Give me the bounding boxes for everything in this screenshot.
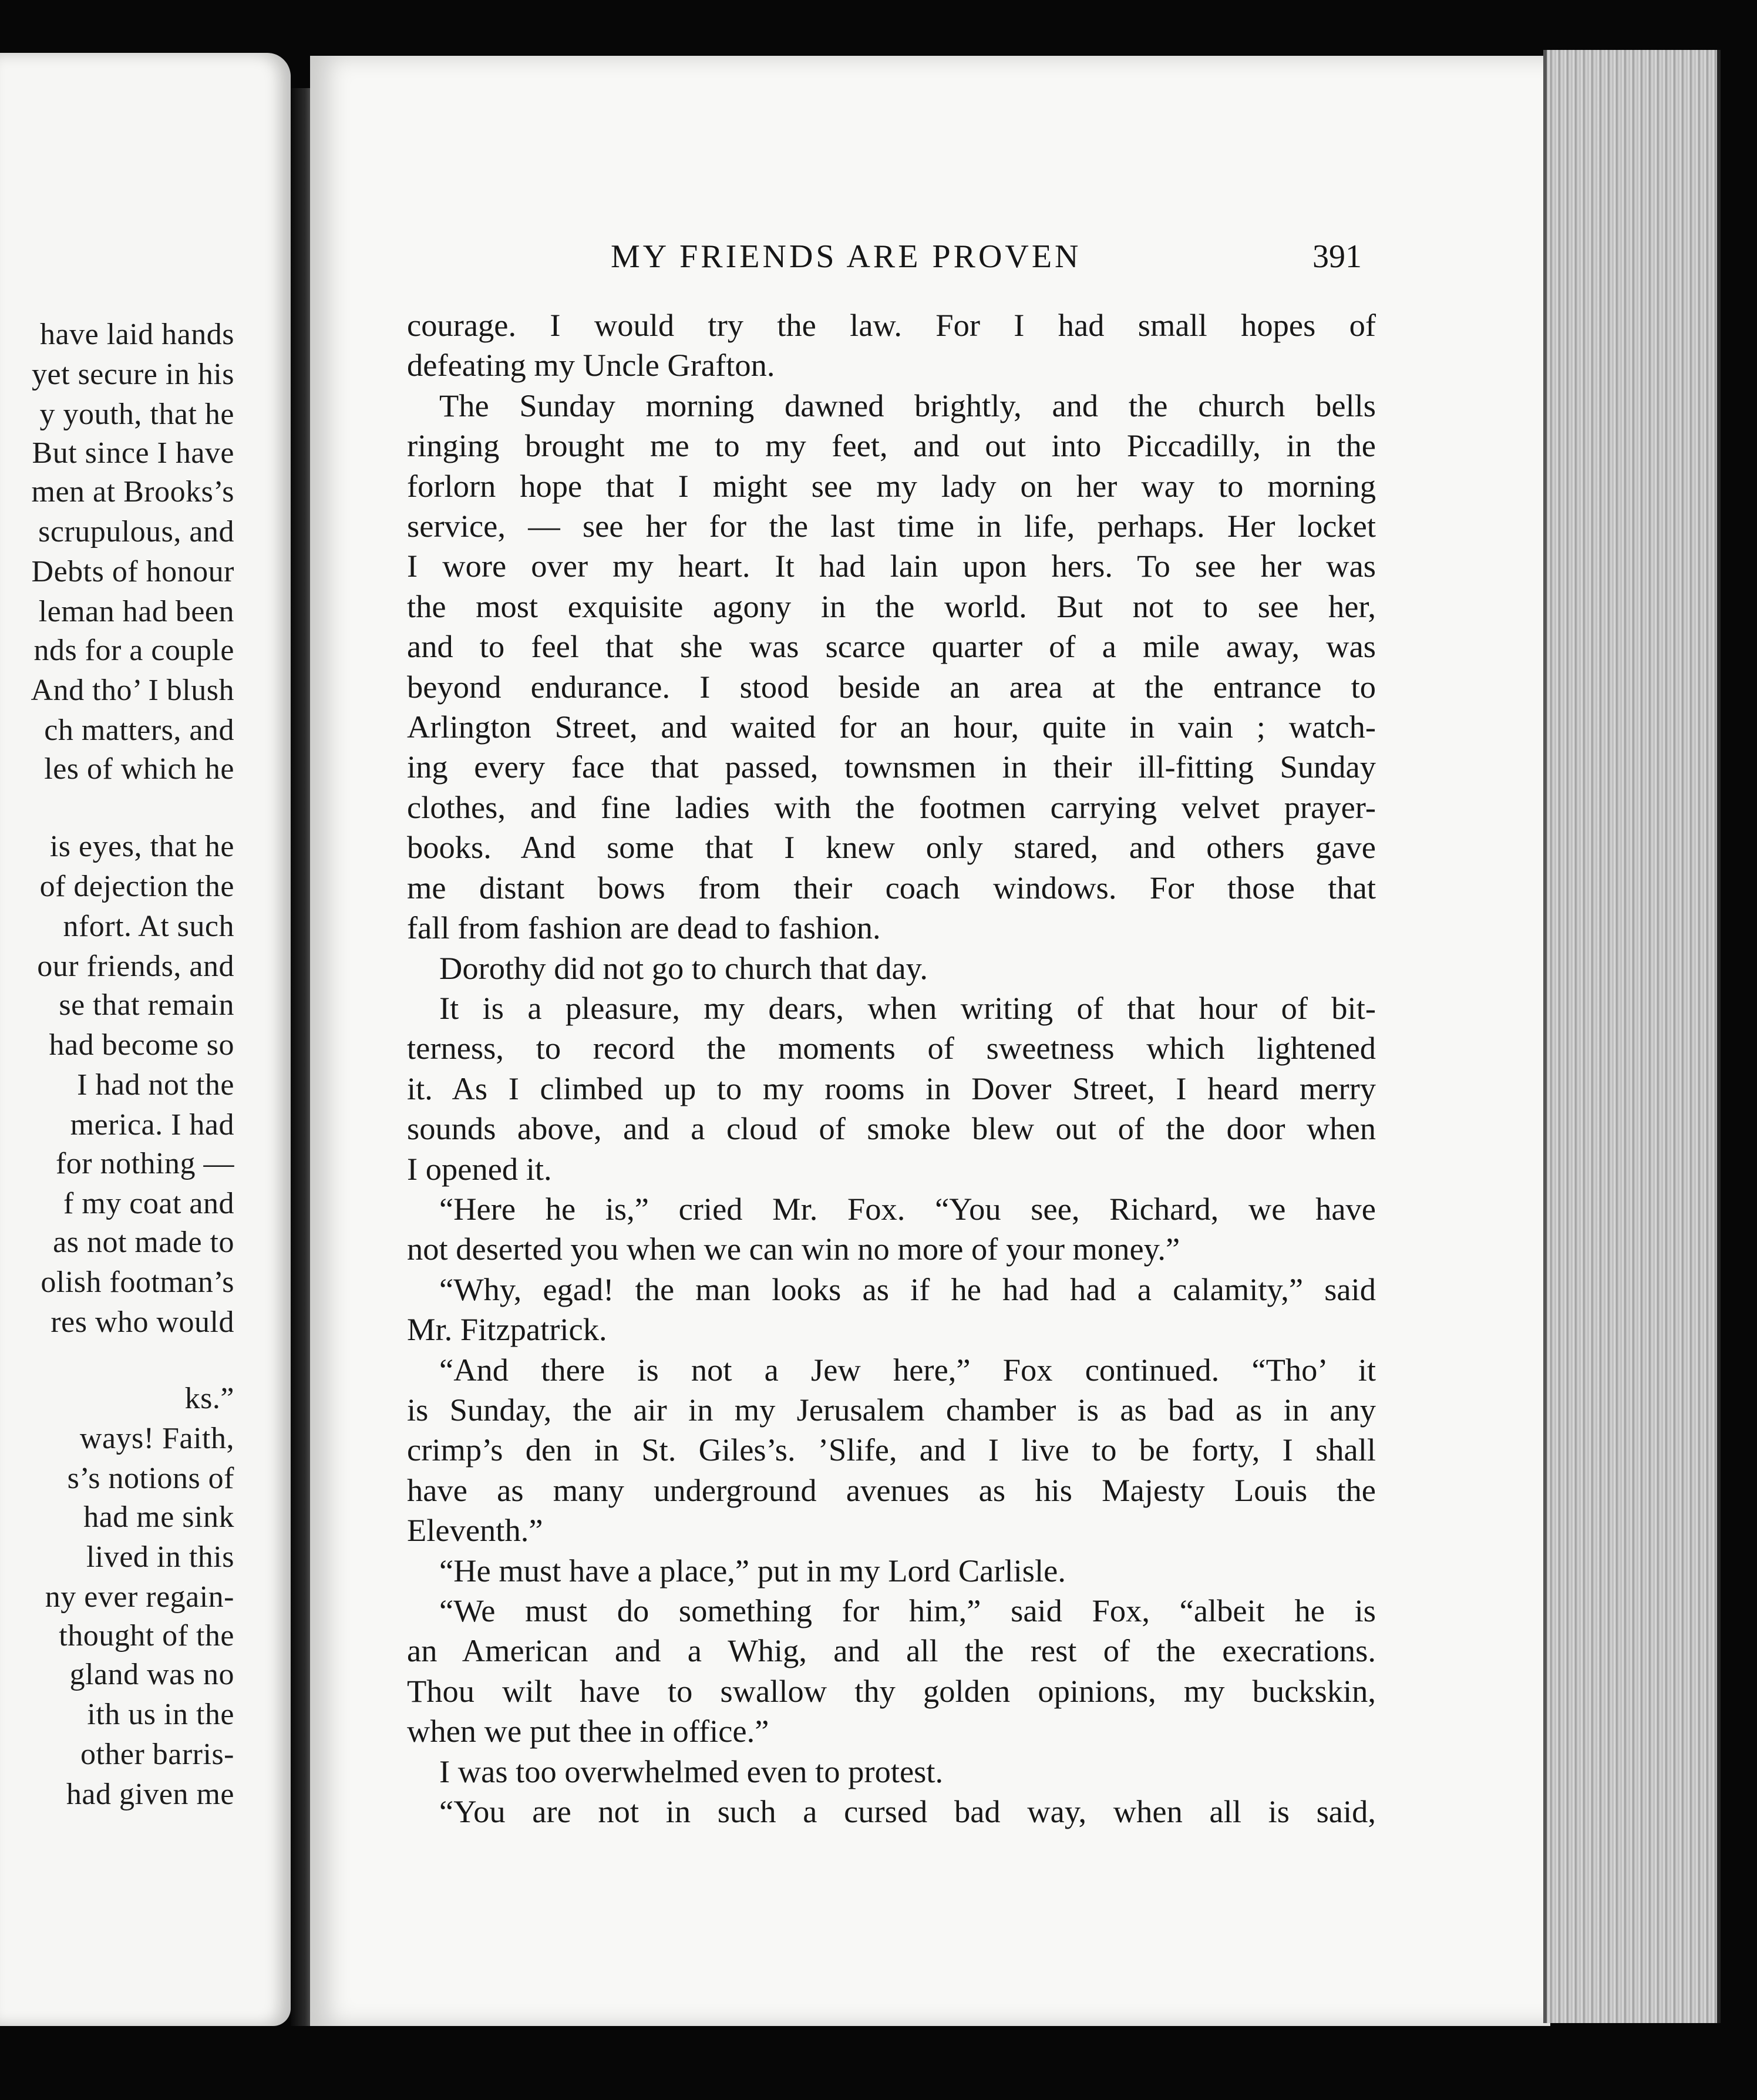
left-page-line: ith us in the (87, 1698, 234, 1731)
left-page-line: res who would (51, 1305, 234, 1339)
text-line: is Sunday, the air in my Jerusalem chamber is as bad as in any (407, 1391, 1376, 1428)
text-line: an American and a Whig, and all the rest of the execrations. (407, 1633, 1376, 1669)
left-page-line: have laid hands (40, 318, 234, 351)
text-line: and to feel that she was scarce quarter of a mile away, was (407, 628, 1376, 665)
text-line: “We must do something for him,” said Fox, “albeit he is (439, 1593, 1376, 1628)
text-line: beyond endurance. I stood beside an area at the entrance to (407, 668, 1376, 705)
text-line: fall from fashion are dead to fashion. (407, 910, 881, 946)
text-line: ing every face that passed, townsmen in their ill-fitting Sunday (407, 749, 1376, 785)
text-line: “Here he is,” cried Mr. Fox. “You see, Richard, we have (439, 1190, 1376, 1227)
text-line: the most exquisite agony in the world. But not to see her, (407, 588, 1376, 624)
text-line: Dorothy did not go to church that day. (439, 950, 928, 986)
left-page-line: olish footman’s (41, 1266, 234, 1299)
left-page-line: gland was no (69, 1658, 234, 1691)
text-line: courage. I would try the law. For I had small hopes of (407, 307, 1376, 343)
text-line: sounds above, and a cloud of smoke blew out of the door when (407, 1110, 1376, 1147)
left-page-line: s’s notions of (67, 1462, 234, 1495)
left-page-line: And tho’ I blush (31, 674, 234, 707)
left-page-line: of dejection the (39, 870, 234, 903)
left-page-line: had given me (66, 1778, 234, 1811)
left-page-line: for nothing — (55, 1147, 234, 1180)
left-page-line: nfort. At such (63, 910, 234, 943)
text-line: service, — see her for the last time in life, perhaps. Her locket (407, 508, 1376, 544)
text-line: not deserted you when we can win no more of your money.” (407, 1231, 1180, 1267)
left-page-line: y youth, that he (39, 398, 234, 431)
left-page-line: thought of the (59, 1619, 234, 1653)
left-page-line: I had not the (77, 1068, 234, 1102)
left-page (0, 53, 291, 2026)
text-line: forlorn hope that I might see my lady on her way to morning (407, 467, 1376, 504)
left-page-line: yet secure in his (32, 358, 234, 391)
left-page-line: ks.” (184, 1382, 234, 1415)
text-line: “Why, egad! the man looks as if he had had a calamity,” said (439, 1271, 1376, 1307)
left-page-line: ways! Faith, (79, 1422, 234, 1455)
page-edges (1543, 50, 1721, 2023)
text-line: “You are not in such a cursed bad way, when all is said, (439, 1793, 1376, 1830)
text-line: ringing brought me to my feet, and out into Piccadilly, in the (407, 428, 1376, 464)
text-line: It is a pleasure, my dears, when writing of that hour of bit- (439, 990, 1376, 1026)
text-line: I opened it. (407, 1150, 552, 1187)
text-line: “And there is not a Jew here,” Fox continued. “Tho’ it (439, 1351, 1376, 1388)
left-page-line: Debts of honour (31, 555, 234, 588)
left-page-line: ch matters, and (44, 714, 234, 747)
text-line: books. And some that I knew only stared, and others gave (407, 829, 1376, 866)
left-page-line: merica. I had (70, 1108, 234, 1142)
left-page-line: leman had been (38, 595, 234, 628)
text-line: defeating my Uncle Grafton. (407, 347, 775, 383)
left-page-line: as not made to (53, 1226, 234, 1259)
text-line: terness, to record the moments of sweetness which lightened (407, 1030, 1376, 1066)
text-line: have as many underground avenues as his Majesty Louis the (407, 1472, 1376, 1508)
text-line: I was too overwhelmed even to protest. (439, 1753, 944, 1789)
text-line: Eleventh.” (407, 1512, 543, 1549)
left-page-line: our friends, and (37, 950, 234, 983)
text-line: “He must have a place,” put in my Lord Carlisle. (439, 1552, 1066, 1589)
text-line: it. As I climbed up to my rooms in Dover Street, I heard merry (407, 1070, 1376, 1106)
left-page-line: lived in this (86, 1540, 234, 1574)
text-line: clothes, and fine ladies with the footmen carrying velvet prayer- (407, 789, 1376, 825)
left-page-line: les of which he (44, 752, 234, 786)
page-number: 391 (1312, 238, 1362, 275)
text-line: The Sunday morning dawned brightly, and the church bells (439, 387, 1376, 423)
left-page-line: men at Brooks’s (31, 475, 234, 509)
text-line: Thou wilt have to swallow thy golden opinions, my buckskin, (407, 1672, 1376, 1709)
left-page-line: other barris- (80, 1738, 234, 1771)
text-line: when we put thee in office.” (407, 1713, 769, 1749)
left-page-line: But since I have (32, 436, 234, 470)
text-line: Arlington Street, and waited for an hour, quite in vain ; watch- (407, 709, 1376, 745)
running-head: MY FRIENDS ARE PROVEN (611, 238, 1082, 275)
left-page-line: had me sink (83, 1500, 234, 1534)
text-line: I wore over my heart. It had lain upon hers. To see her was (407, 548, 1376, 584)
body-text (407, 305, 1376, 1832)
left-page-line: nds for a couple (33, 634, 234, 667)
left-page-line: scrupulous, and (38, 515, 234, 548)
left-page-line: ny ever regain- (45, 1580, 234, 1614)
left-page-line: had become so (49, 1028, 234, 1062)
text-line: crimp’s den in St. Giles’s. ’Slife, and I live to be forty, I shall (407, 1432, 1376, 1468)
text-line: Mr. Fitzpatrick. (407, 1311, 607, 1348)
left-page-line: f my coat and (63, 1187, 234, 1220)
text-line: me distant bows from their coach windows. For those that (407, 869, 1376, 906)
left-page-line: se that remain (59, 988, 234, 1022)
left-page-line: is eyes, that he (49, 830, 234, 863)
